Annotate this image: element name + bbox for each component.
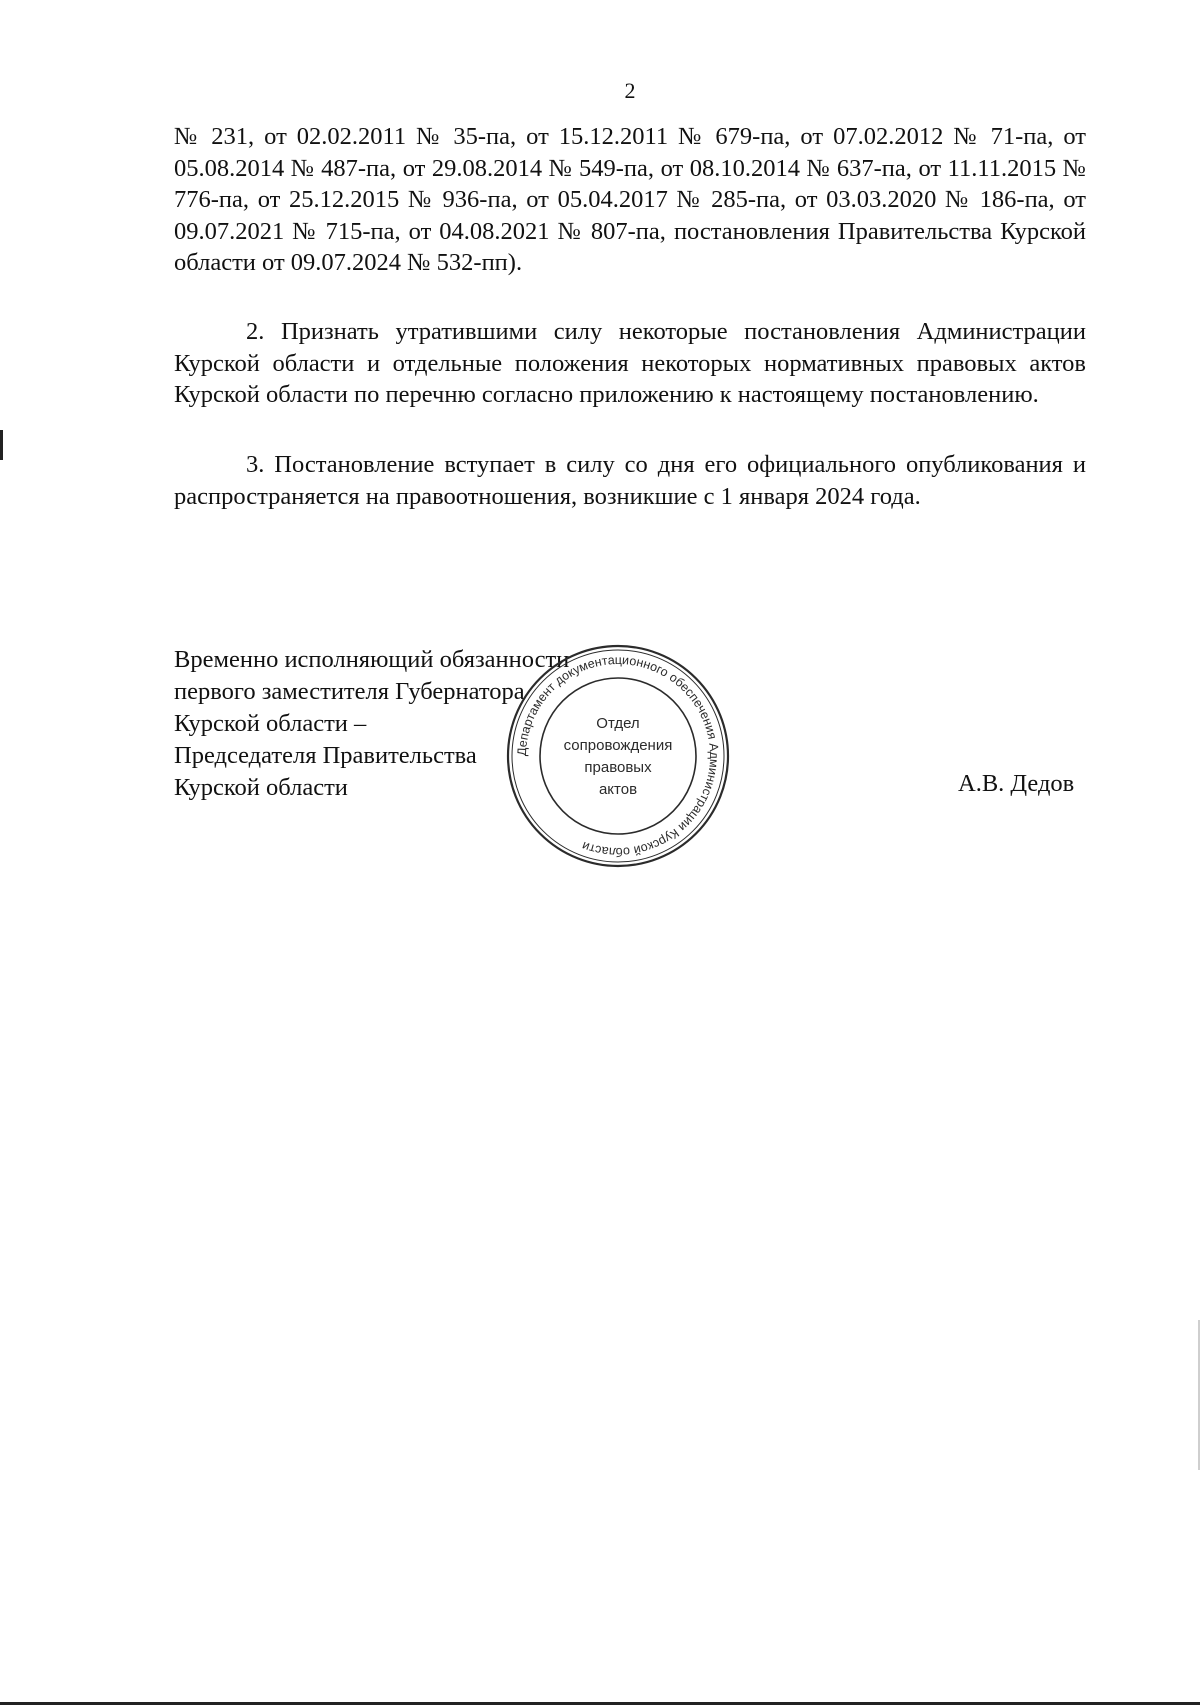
scan-edge-mark-left xyxy=(0,430,3,460)
paragraph-item-3: 3. Постановление вступает в силу со дня его официального опубликования и распространяется на правоотношения, возникшие с 1 января 2024 года. xyxy=(174,451,1086,510)
signer-name: А.В. Дедов xyxy=(958,770,1075,797)
signature-position-line: Председателя Правительства xyxy=(174,742,477,769)
stamp-inner-line: правовых xyxy=(584,759,652,776)
signature-position-line: первого заместителя Губернатора xyxy=(174,678,525,705)
stamp-outer-ring-2 xyxy=(512,650,724,862)
paragraph-item-2: 2. Признать утратившими силу некоторые постановления Администрации Курской области и отдельные положения некоторых нормативных правовых актов Курской области по перечню согласно приложению к настоящему постановлению. xyxy=(174,318,1086,408)
page-number: 2 xyxy=(624,78,636,103)
stamp-inner-line: сопровождения xyxy=(563,737,673,754)
stamp-outer-ring xyxy=(508,646,728,866)
stamp-inner-line: актов xyxy=(598,781,638,798)
signature-position-line: Курской области – xyxy=(174,710,367,737)
paragraph-continuation: № 231, от 02.02.2011 № 35-па, от 15.12.2011 № 679-па, от 07.02.2012 № 71-па, от 05.08.2014 № 487-па, от 29.08.2014 № 549-па, от 08.10.2014 № 637-па, от 11.11.2015 № 776-па, от 25.12.2015 № 936-па, от 05.04.2017 № 285-па, от 03.03.2020 № 186-па, от 09.07.2021 № 715-па, от 04.08.2021 № 807-па, постановления Правительства Курской области от 09.07.2024 № 532-пп). xyxy=(174,123,1086,276)
official-stamp xyxy=(502,640,734,872)
stamp-outer-text: Департамент документационного обеспечения Администрации Курской области xyxy=(514,652,722,860)
signature-position-line: Временно исполняющий обязанности xyxy=(174,646,570,673)
signature-position-line: Курской области xyxy=(174,774,348,801)
stamp-inner-ring xyxy=(540,678,696,834)
stamp-inner-line: Отдел xyxy=(596,715,640,732)
